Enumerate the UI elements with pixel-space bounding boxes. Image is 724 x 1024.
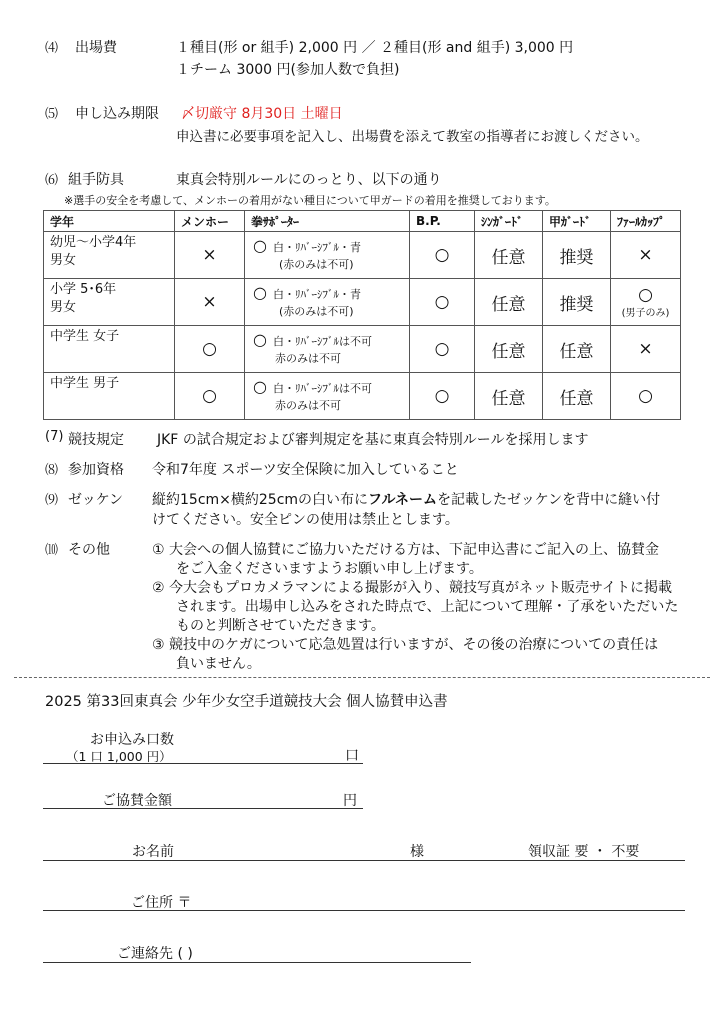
bp-cell bbox=[410, 279, 475, 326]
item6-num: ⑹ bbox=[45, 173, 59, 188]
item9-bold: フルネーム bbox=[368, 492, 438, 508]
supporter-cell bbox=[245, 326, 410, 373]
item9-post: を記載したゼッケンを背中に縫い付 bbox=[437, 492, 661, 508]
header-foul-cup: ﾌｧｰﾙｶｯﾌﾟ bbox=[611, 211, 681, 232]
instep-value: 推奨 bbox=[559, 247, 594, 268]
menho-mark: ○ bbox=[202, 339, 217, 359]
note-3-line2: 負いません。 bbox=[176, 656, 261, 672]
menho-cell bbox=[175, 232, 245, 279]
grade-text: 中学生 女子 bbox=[50, 329, 120, 344]
item9-pre: 縦約15cm×横約25cmの白い布に bbox=[152, 492, 369, 508]
address-field[interactable] bbox=[43, 910, 685, 911]
count-label: お申込み口数 bbox=[90, 732, 174, 748]
cup-mark: × bbox=[638, 339, 653, 359]
count-unit: 口 bbox=[345, 748, 359, 764]
instep-cell bbox=[543, 326, 611, 373]
bp-mark: ○ bbox=[434, 386, 450, 406]
grade-cell bbox=[44, 326, 175, 373]
supporter-mark: ○ bbox=[253, 377, 267, 396]
grade-cell bbox=[44, 279, 175, 326]
item4-line2: １チーム 3000 円(参加人数で負担) bbox=[176, 62, 400, 78]
header-menho: メンホー bbox=[175, 211, 245, 232]
header-shin-guard: ｼﾝｶﾞｰﾄﾞ bbox=[475, 211, 543, 232]
shin-value: 任意 bbox=[491, 388, 526, 409]
note-1-line1: ① 大会への個人協賛にご協力いただける方は、下記申込書にご記入の上、協賛金 bbox=[152, 542, 659, 558]
equipment-table bbox=[43, 210, 681, 420]
cup-cell bbox=[611, 232, 681, 279]
supporter-cell bbox=[245, 373, 410, 420]
grade-sub: 男女 bbox=[50, 253, 77, 268]
supporter-mark: ○ bbox=[253, 236, 267, 255]
instep-value: 任意 bbox=[559, 388, 594, 409]
amount-field[interactable] bbox=[43, 808, 363, 809]
cup-mark: × bbox=[638, 245, 653, 265]
bp-cell bbox=[410, 232, 475, 279]
supporter-text: 白・ﾘﾊﾞｰｼﾌﾞﾙ・青 bbox=[272, 288, 361, 301]
item4-line1: １種目(形 or 組手) 2,000 円 ／ ２種目(形 and 組手) 3,000 円 bbox=[176, 40, 574, 56]
amount-label: ご協賛金額 bbox=[102, 793, 172, 809]
shin-value: 任意 bbox=[491, 341, 526, 362]
supporter-mark: ○ bbox=[253, 283, 267, 302]
grade-cell bbox=[44, 373, 175, 420]
item8-num: ⑻ bbox=[45, 463, 59, 478]
grade-text: 中学生 男子 bbox=[50, 376, 120, 391]
supporter-text: 白・ﾘﾊﾞｰｼﾌﾞﾙ・青 bbox=[272, 241, 361, 254]
table-row bbox=[44, 373, 681, 420]
bp-cell bbox=[410, 373, 475, 420]
contact-label: ご連絡先 ( ) bbox=[117, 946, 193, 962]
item9-label: ゼッケン bbox=[68, 492, 124, 508]
item10-num: ⑽ bbox=[45, 543, 59, 558]
item9-num: ⑼ bbox=[45, 493, 59, 508]
bp-mark: ○ bbox=[434, 339, 450, 359]
menho-cell bbox=[175, 279, 245, 326]
instep-value: 推奨 bbox=[559, 294, 594, 315]
supporter-note: (赤のみは不可) bbox=[279, 258, 354, 271]
count-field[interactable] bbox=[43, 763, 363, 764]
supporter-mark: ○ bbox=[253, 330, 267, 349]
supporter-text: 白・ﾘﾊﾞｰｼﾌﾞﾙは不可 bbox=[272, 382, 372, 395]
menho-mark: × bbox=[202, 292, 217, 312]
cup-mark: ○ bbox=[638, 386, 653, 406]
instep-cell bbox=[543, 279, 611, 326]
item4-label: 出場費 bbox=[75, 40, 117, 56]
table-row bbox=[44, 279, 681, 326]
cup-mark: ○ bbox=[638, 284, 653, 305]
supporter-note: 赤のみは不可 bbox=[275, 399, 341, 412]
bp-mark: ○ bbox=[434, 292, 450, 312]
table-header-row bbox=[44, 211, 681, 232]
item6-label: 組手防具 bbox=[68, 172, 124, 188]
supporter-cell bbox=[245, 232, 410, 279]
count-sub-label: （1 口 1,000 円） bbox=[66, 749, 172, 764]
shin-value: 任意 bbox=[491, 294, 526, 315]
header-instep-guard: 甲ｶﾞｰﾄﾞ bbox=[543, 211, 611, 232]
note-2-line2: されます。出場申し込みをされた時点で、上記について理解・了承をいただいた bbox=[176, 599, 679, 615]
supporter-text: 白・ﾘﾊﾞｰｼﾌﾞﾙは不可 bbox=[272, 335, 372, 348]
form-title: 2025 第33回東真会 少年少女空手道競技大会 個人協賛申込書 bbox=[45, 694, 448, 710]
item7-num: (7) bbox=[45, 429, 64, 444]
menho-cell bbox=[175, 373, 245, 420]
grade-cell bbox=[44, 232, 175, 279]
grade-text: 小学 5･6年 bbox=[50, 282, 117, 297]
supporter-note: 赤のみは不可 bbox=[275, 352, 341, 365]
shin-cell bbox=[475, 373, 543, 420]
header-bp: B.P. bbox=[410, 211, 475, 232]
name-suffix: 様 bbox=[410, 844, 424, 860]
note-3-line1: ③ 競技中のケガについて応急処置は行いますが、その後の治療についての責任は bbox=[152, 637, 659, 653]
instep-cell bbox=[543, 373, 611, 420]
amount-unit: 円 bbox=[343, 793, 357, 809]
supporter-note: (赤のみは不可) bbox=[279, 305, 354, 318]
receipt-option[interactable]: 領収証 要 ・ 不要 bbox=[528, 844, 640, 860]
grade-sub: 男女 bbox=[50, 300, 77, 315]
item10-label: その他 bbox=[68, 542, 110, 558]
item5-label: 申し込み期限 bbox=[75, 106, 159, 122]
shin-cell bbox=[475, 232, 543, 279]
shin-cell bbox=[475, 326, 543, 373]
cup-cell bbox=[611, 373, 681, 420]
instep-cell bbox=[543, 232, 611, 279]
table-row bbox=[44, 232, 681, 279]
shin-value: 任意 bbox=[491, 247, 526, 268]
instep-value: 任意 bbox=[559, 341, 594, 362]
item5-note: 申込書に必要事項を記入し、出場費を添えて教室の指導者にお渡しください。 bbox=[176, 129, 649, 145]
grade-text: 幼児～小学4年 bbox=[50, 235, 137, 250]
menho-mark: ○ bbox=[202, 386, 217, 406]
item8-text: 令和7年度 スポーツ安全保険に加入していること bbox=[152, 462, 459, 478]
item6-text: 東真会特別ルールにのっとり、以下の通り bbox=[176, 172, 442, 188]
name-label: お名前 bbox=[132, 844, 174, 860]
item7-label: 競技規定 bbox=[68, 432, 124, 448]
bp-cell bbox=[410, 326, 475, 373]
supporter-cell bbox=[245, 279, 410, 326]
contact-field[interactable] bbox=[43, 962, 471, 963]
cut-line bbox=[14, 677, 710, 678]
item6-note: ※選手の安全を考慮して、メンホーの着用がない種目について甲ガードの着用を推奨しております。 bbox=[64, 194, 556, 207]
header-grade: 学年 bbox=[44, 211, 175, 232]
item9-line1 bbox=[152, 489, 660, 509]
name-field[interactable] bbox=[43, 860, 685, 861]
cup-cell bbox=[611, 326, 681, 373]
cup-cell bbox=[611, 279, 681, 326]
table-row bbox=[44, 326, 681, 373]
note-1-line2: をご入金くださいますようお願い申し上げます。 bbox=[176, 561, 483, 577]
menho-cell bbox=[175, 326, 245, 373]
address-label: ご住所 〒 bbox=[131, 895, 192, 911]
bp-mark: ○ bbox=[434, 245, 450, 265]
item5-num: ⑸ bbox=[45, 107, 59, 122]
item8-label: 参加資格 bbox=[68, 462, 124, 478]
shin-cell bbox=[475, 279, 543, 326]
item4-num: ⑷ bbox=[45, 41, 59, 56]
item7-text: JKF の試合規定および審判規定を基に東真会特別ルールを採用します bbox=[157, 432, 589, 448]
cup-note: (男子のみ) bbox=[621, 307, 670, 319]
deadline-text: 〆切厳守 8月30日 土曜日 bbox=[181, 106, 343, 122]
header-fist-supporter: 拳ｻﾎﾟｰﾀｰ bbox=[245, 211, 410, 232]
note-2-line3: ものと判断させていただきます。 bbox=[176, 618, 385, 634]
note-2-line1: ② 今大会もプロカメラマンによる撮影が入り、競技写真がネット販売サイトに掲載 bbox=[152, 580, 673, 596]
item9-line2: けてください。安全ピンの使用は禁止とします。 bbox=[152, 512, 459, 528]
menho-mark: × bbox=[202, 245, 217, 265]
